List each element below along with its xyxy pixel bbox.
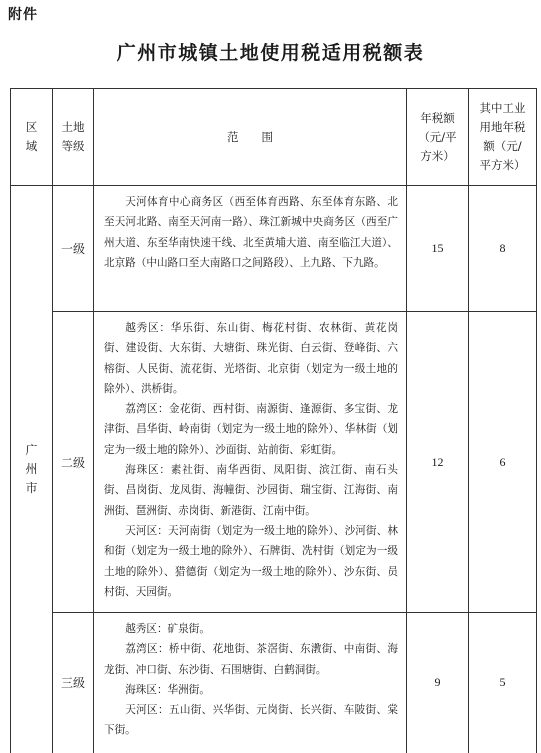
grade-cell: 一级 xyxy=(53,186,94,312)
annual-tax-cell: 15 xyxy=(407,186,469,312)
scope-cell xyxy=(94,186,407,312)
table-header-row xyxy=(11,89,537,186)
scope-paragraph: 越秀区：矿泉街。 xyxy=(125,623,210,635)
table-row xyxy=(11,186,537,312)
attachment-label: 附件 xyxy=(8,7,38,23)
scope-paragraph: 荔湾区：桥中街、花地街、茶滘街、东漖街、中南街、海龙街、冲口街、东沙街、石围塘街、白鹤洞街。 xyxy=(104,643,398,676)
scope-paragraph: 越秀区：华乐街、东山街、梅花村街、农林街、黄花岗街、建设街、大东街、大塘街、珠光街、白云街、登峰街、六榕街、人民街、流花街、光塔街、北京街（划定为一级土地的除外）、洪桥街。 xyxy=(104,322,398,395)
scope-cell xyxy=(94,312,407,613)
page-title: 广州市城镇土地使用税适用税额表 xyxy=(116,42,425,64)
annual-tax-cell: 9 xyxy=(407,613,469,753)
tax-rate-table xyxy=(10,88,537,753)
region-cell: 广州市 xyxy=(11,186,53,753)
industrial-tax-cell: 5 xyxy=(469,613,537,753)
industrial-tax-cell: 8 xyxy=(469,186,537,312)
table-row xyxy=(11,613,537,753)
grade-cell: 三级 xyxy=(53,613,94,753)
industrial-tax-cell: 6 xyxy=(469,312,537,613)
scope-paragraph: 海珠区：华洲街。 xyxy=(125,683,210,696)
scope-cell xyxy=(94,613,407,753)
scope-paragraph: 天河区：五山街、兴华街、元岗街、长兴街、车陂街、棠下街。 xyxy=(104,704,398,737)
table-row xyxy=(11,312,537,613)
column-header-annual-tax: 年税额（元/平方米） xyxy=(407,89,469,186)
column-header-industrial-tax: 其中工业用地年税额（元/平方米） xyxy=(469,89,537,186)
annual-tax-cell: 12 xyxy=(407,312,469,613)
column-header-grade: 土地等级 xyxy=(53,89,94,186)
scope-paragraph: 天河体育中心商务区（西至体育西路、东至体育东路、北至天河北路、南至天河南一路）、珠江新城中央商务区（西至广州大道、东至华南快速干线、北至黄埔大道、南至临江大道）、北京路（中山路口至大南路口之间路段）、上九路、下九路。 xyxy=(104,196,398,269)
scope-paragraph: 天河区：天河南街（划定为一级土地的除外）、沙河街、林和街（划定为一级土地的除外）、石牌街、冼村街（划定为一级土地的除外）、猎德街（划定为一级土地的除外）、沙东街、员村街、天园街。 xyxy=(104,524,398,598)
grade-cell: 二级 xyxy=(53,312,94,613)
column-header-region: 区域 xyxy=(11,89,53,186)
scope-paragraph: 荔湾区：金花街、西村街、南源街、逢源街、多宝街、龙津街、昌华街、岭南街（划定为一级土地的除外）、华林街（划定为一级土地的除外）、沙面街、站前街、彩虹街。 xyxy=(104,403,398,456)
scope-paragraph: 海珠区：素社街、南华西街、凤阳街、滨江街、南石头街、昌岗街、龙凤街、海幢街、沙园街、瑞宝街、江海街、南洲街、琶洲街、赤岗街、新港街、江南中街。 xyxy=(104,464,398,517)
column-header-scope: 范 围 xyxy=(94,89,407,186)
